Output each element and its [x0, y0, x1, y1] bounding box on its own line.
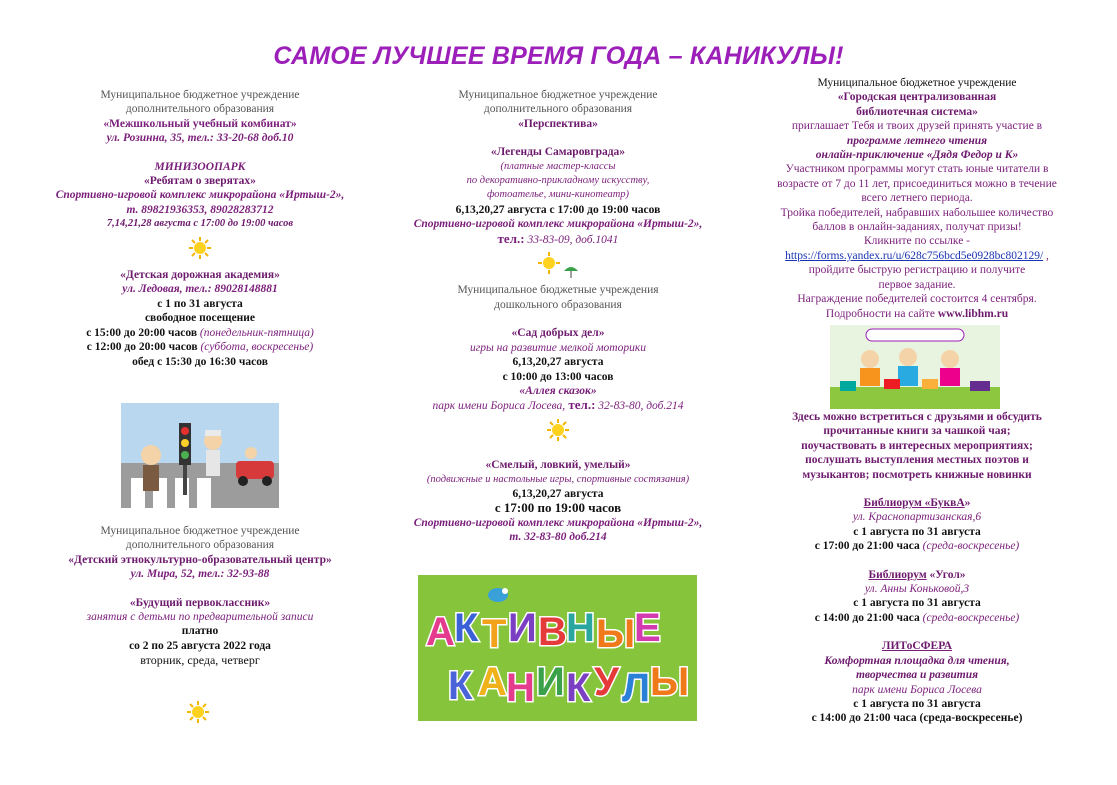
lib-program1: программе летнего чтения	[846, 134, 988, 147]
lib-p3: всего летнего периода.	[861, 192, 973, 205]
lib-p5: баллов в онлайн-заданиях, получат призы!	[812, 221, 1022, 234]
brave-phone: т. 32-83-80 доб.214	[509, 531, 607, 544]
garden-alley: «Аллея сказок»	[519, 384, 597, 397]
column-left-lower	[30, 524, 370, 668]
lib-p9: Награждение победителей состоится 4 сентября.	[797, 293, 1037, 306]
svg-text:К: К	[454, 606, 479, 650]
garden-park: парк имени Бориса Лосева,	[432, 400, 566, 413]
lib1-days: (среда-воскресенье)	[919, 540, 1020, 553]
lib1-time: с 17:00 до 21:00 часа	[814, 540, 920, 553]
meet-line3: поучаствовать в интересных мероприятиях;	[801, 439, 1033, 452]
garden-dates: 6,13,20,27 августа	[512, 356, 604, 369]
svg-text:Ы: Ы	[650, 660, 690, 704]
svg-text:Н: Н	[506, 666, 535, 710]
c2-org1-name: «Перспектива»	[518, 117, 598, 130]
lib2-name: «Угол»	[926, 568, 966, 581]
sun-umbrella-icon	[388, 247, 728, 283]
svg-text:Н: Н	[566, 606, 595, 650]
zoo-dates: 7,14,21,28 августа с 17:00 до 19:00 часов	[106, 218, 294, 230]
legends-sub2: по декоративно-прикладному искусству,	[466, 175, 650, 187]
lib2-days: (среда-воскресенье)	[919, 611, 1020, 624]
lib1-time-row	[744, 539, 1090, 553]
lit-dates: с 1 августа по 31 августа	[853, 697, 981, 710]
lib-invite: приглашает Тебя и твоих друзей принять участие в	[791, 120, 1043, 133]
lib1-name: БуквА	[930, 497, 965, 510]
road-address: ул. Ледовая, тел.: 89028148881	[122, 283, 278, 296]
road-free: свободное посещение	[144, 312, 256, 325]
svg-text:К: К	[448, 664, 473, 708]
zoo-name: «Ребятам о зверятах»	[144, 175, 256, 188]
org2-line1: Муниципальное бюджетное учреждение	[100, 525, 300, 537]
lib-p1: Участником программы могут стать юные читатели в	[785, 163, 1049, 176]
garden-park-row	[388, 398, 728, 413]
lib2-time: с 14:00 до 21:00 часа	[814, 611, 920, 624]
svg-text:А: А	[478, 660, 507, 704]
legends-phone-row	[388, 232, 728, 247]
svg-text:Л: Л	[622, 666, 651, 710]
svg-text:К: К	[566, 666, 591, 710]
lib1-address: ул. Краснопартизанская,6	[852, 511, 982, 524]
lib-site-link[interactable]: www.libhm.ru	[937, 307, 1009, 320]
brave-desc: (подвижные и настольные игры, спортивные состязания)	[426, 473, 690, 485]
lib-p2: возрасте от 7 до 11 лет, присоединиться можно в течение	[777, 177, 1057, 190]
first-grader-name: «Будущий первоклассник»	[129, 596, 271, 609]
sun-icon	[186, 700, 210, 729]
lib-p10-pre: Подробности на сайте	[825, 307, 938, 320]
svg-text:Т: Т	[482, 612, 507, 656]
brave-dates: 6,13,20,27 августа	[512, 487, 604, 500]
c2-org2-line1: Муниципальное бюджетные учреждения	[457, 284, 659, 297]
lib2-time-row	[744, 611, 1090, 625]
lib2-address: ул. Анны Коньковой,3	[864, 583, 970, 596]
legends-name: «Легенды Самаровграда»	[490, 146, 626, 159]
lib2-dates: с 1 августа по 31 августа	[853, 597, 981, 610]
legends-place: Спортивно-игровой комплекс микрорайона «Иртыш-2»,	[413, 218, 703, 231]
svg-text:А: А	[426, 610, 455, 654]
road-time1-note: (понедельник-пятница)	[199, 326, 314, 339]
org2-name: «Детский этнокультурно-образовательный центр»	[68, 553, 332, 566]
org1-address: ул. Розинна, 35, тел.: 33-20-68 доб.10	[106, 132, 294, 145]
zoo-phone: т. 89821936353, 89028283712	[126, 203, 274, 216]
column-middle	[388, 88, 728, 545]
org2-address: ул. Мира, 52, тел.: 32-93-88	[130, 568, 270, 581]
lib-link-row	[744, 249, 1090, 263]
column-left	[30, 88, 370, 369]
lit-desc1: Комфортная площадка для чтения,	[824, 654, 1010, 667]
road-dates: с 1 по 31 августа	[157, 297, 243, 310]
first-grader-desc: занятия с детьми по предварительной записи	[86, 611, 314, 624]
brave-name: «Смелый, ловкий, умелый»	[485, 459, 631, 472]
legends-sub1: (платные мастер-классы	[500, 160, 616, 172]
meet-line4: послушать выступления местных поэтов и	[805, 454, 1029, 467]
lib2-title	[744, 568, 1090, 582]
first-grader-days: вторник, среда, четверг	[140, 653, 260, 668]
org1-name: «Межшкольный учебный комбинат»	[103, 117, 297, 130]
sun-icon	[388, 414, 728, 450]
svg-text:Е: Е	[634, 606, 661, 650]
c2-org1-line2: дополнительного образования	[483, 103, 633, 116]
first-grader-paid: платно	[181, 625, 219, 638]
c2-org2-line2: дошкольного образования	[494, 298, 622, 311]
lit-desc2: творчества и развития	[855, 669, 979, 682]
meet-line2: прочитанные книги за чашкой чая;	[823, 425, 1011, 438]
lib-org-name1: «Городская централизованная	[837, 91, 997, 104]
svg-text:В: В	[538, 610, 567, 654]
zoo-title: МИНИЗООПАРК	[154, 160, 246, 173]
lib-p10-row	[744, 307, 1090, 321]
lit-name: ЛИТоСФЕРА	[881, 640, 953, 653]
legends-phone: 33-83-09, доб.1041	[524, 233, 619, 246]
lib-program2: онлайн-приключение «Дядя Федор и К»	[815, 149, 1019, 162]
org1-line2: дополнительного образования	[125, 103, 275, 116]
road-time2-row	[30, 340, 370, 354]
active-holidays-banner	[418, 575, 697, 721]
garden-name: «Сад добрых дел»	[511, 327, 605, 340]
org1-line1: Муниципальное бюджетное учреждение	[100, 89, 300, 101]
lit-time: с 14:00 до 21:00 часа (среда-воскресенье)	[811, 712, 1023, 725]
svg-text:И: И	[508, 606, 537, 650]
sun-icon	[30, 232, 370, 268]
road-time2: с 12:00 до 20:00 часов	[86, 341, 198, 354]
first-grader-dates: со 2 по 25 августа 2022 года	[129, 639, 271, 652]
meet-line1: Здесь можно встретиться с друзьями и обсудить	[792, 411, 1042, 423]
legends-phone-label: тел.:	[497, 230, 525, 246]
garden-time: с 10:00 до 13:00 часов	[502, 370, 614, 383]
column-right-lower	[744, 410, 1090, 726]
lib-org-name2: библиотечная система»	[856, 105, 978, 118]
lib-link-tail: ,	[1043, 249, 1049, 262]
lit-park: парк имени Бориса Лосева	[852, 683, 982, 696]
lib-p6: Кликните по ссылке -	[863, 235, 971, 248]
road-time1: с 15:00 до 20:00 часов	[86, 326, 198, 339]
kids-reading-picture	[830, 325, 1000, 409]
legends-sub3: фотоателье, мини-кинотеатр)	[486, 189, 630, 201]
legends-dates: 6,13,20,27 августа с 17:00 до 19:00 часов	[455, 203, 661, 216]
brave-place: Спортивно-игровой комплекс микрорайона «Иртыш-2»,	[413, 516, 703, 529]
road-name: «Детская дорожная академия»	[120, 269, 280, 282]
garden-desc: игры на развитие мелкой моторики	[469, 341, 646, 354]
page-title: САМОЕ ЛУЧШЕЕ ВРЕМЯ ГОДА – КАНИКУЛЫ!	[273, 42, 844, 70]
svg-text:Ы: Ы	[596, 612, 636, 656]
lib2-pre: Библиорум	[868, 568, 927, 581]
road-time2-note: (суббота, воскресенье)	[200, 341, 314, 354]
lib-p7: пройдите быструю регистрацию и получите	[808, 264, 1026, 277]
road-time1-row	[30, 326, 370, 340]
garden-phone-label: тел.:	[565, 397, 596, 413]
svg-text:У: У	[594, 660, 619, 704]
lib1-title	[744, 496, 1090, 510]
lib1-pre: Библиорум «	[863, 497, 931, 510]
registration-link[interactable]: https://forms.yandex.ru/u/628c756bcd5e0928bc802129/	[785, 249, 1044, 262]
column-right	[744, 76, 1090, 321]
org2-line2: дополнительного образования	[125, 539, 275, 552]
meet-line5: музыкантов; посмотреть книжные новинки	[802, 468, 1032, 481]
garden-phone: 32-83-80, доб.214	[595, 400, 684, 413]
svg-text:И: И	[536, 660, 565, 704]
lib-org-line1: Муниципальное бюджетное учреждение	[817, 77, 1017, 89]
lib-p4: Тройка победителей, набравших набольшее количество	[780, 206, 1054, 219]
zoo-place: Спортивно-игровой комплекс микрорайона «Иртыш-2»,	[55, 189, 345, 202]
c2-org1-line1: Муниципальное бюджетное учреждение	[458, 89, 658, 101]
lib1-post: »	[964, 497, 971, 510]
lib1-dates: с 1 августа по 31 августа	[853, 525, 981, 538]
lib-p8: первое задание.	[878, 278, 956, 291]
traffic-light-picture	[121, 403, 279, 508]
road-lunch: обед с 15:30 до 16:30 часов	[132, 355, 268, 368]
brave-time: с 17:00 по 19:00 часов	[494, 500, 622, 516]
